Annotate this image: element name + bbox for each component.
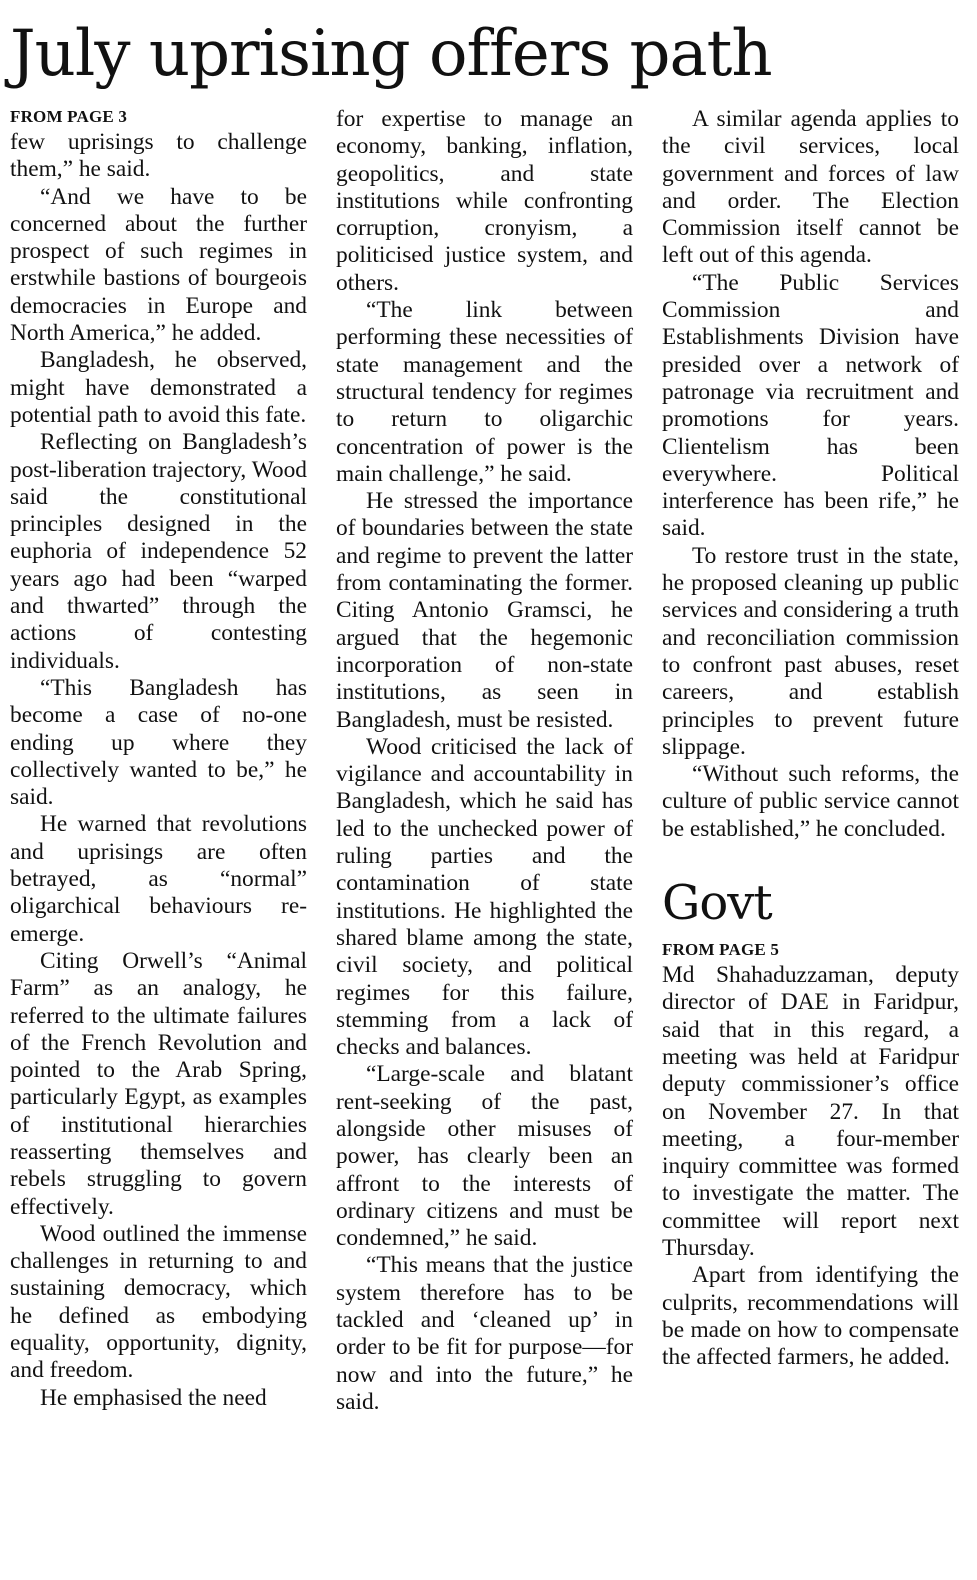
continuation-kicker: FROM PAGE 3 — [10, 107, 128, 126]
body-paragraph: He stressed the importance of boundaries between the state and regime to prevent the latter from contaminating the former. Citing Antonio Gramsci, he argued that the hegemonic incorporation of non-state institutions, as seen in Bangladesh, must be resisted. — [336, 488, 633, 733]
body-paragraph: To restore trust in the state, he proposed cleaning up public services and considering a truth and reconciliation commission to confront past abuses, reset careers, and establish principles to prevent future slippage. — [662, 542, 959, 760]
body-paragraph: “The link between performing these necessities of state management and the structural tendency for regimes to return to oligarchic concentration of power is the main challenge,” he said. — [336, 297, 633, 487]
second-article-headline: Govt — [662, 875, 772, 932]
body-paragraph: He warned that revolutions and uprisings are often betrayed, as “normal” oligarchical behaviours re-emerge. — [10, 811, 307, 947]
body-paragraph: “And we have to be concerned about the further prospect of such regimes in erstwhile bastions of bourgeois democracies in Europe and North America,” he added. — [10, 183, 307, 347]
body-paragraph: Bangladesh, he observed, might have demonstrated a potential path to avoid this fate. — [10, 347, 307, 428]
body-paragraph: A similar agenda applies to the civil services, local government and forces of law and order. The Election Commission itself cannot be left out of this agenda. — [662, 106, 959, 269]
body-paragraph: Md Shahaduzzaman, deputy director of DAE in Faridpur, said that in this regard, a meeting was held at Faridpur deputy commissioner’s office on November 27. In that meeting, a four-member inquiry committee was formed to investigate the matter. The committee will report next Thursday. — [662, 962, 959, 1261]
body-paragraph: Reflecting on Bangladesh’s post-liberation trajectory, Wood said the constitutional principles designed in the euphoria of independence 52 years ago had been “warped and thwarted” through the actions of contesting individuals. — [10, 429, 307, 674]
body-paragraph: Citing Orwell’s “Animal Farm” as an analogy, he referred to the ultimate failures of the French Revolution and pointed to the Arab Spring, particularly Egypt, as examples of institutional hierarchies reasserting themselves and rebels struggling to govern effectively. — [10, 947, 307, 1220]
body-paragraph: Wood outlined the immense challenges in returning to and sustaining democracy, which he defined as embodying equality, opportunity, dignity, and freedom. — [10, 1220, 307, 1384]
body-paragraph: for expertise to manage an economy, banking, inflation, geopolitics, and state institutions while confronting corruption, cronyism, a politicised justice system, and others. — [336, 106, 633, 296]
body-paragraph: “Without such reforms, the culture of public service cannot be established,” he concluded. — [662, 761, 959, 842]
body-paragraph: “This Bangladesh has become a case of no-one ending up where they collectively wanted to be,” he said. — [10, 674, 307, 811]
article-column-3 — [662, 106, 959, 1371]
body-paragraph: Wood criticised the lack of vigilance and accountability in Bangladesh, which he said has led to the unchecked power of ruling parties and the contamination of state institutions. He highlighted the shared blame among the state, civil society, and political regimes for this failure, stemming from a lack of checks and balances. — [336, 733, 633, 1061]
body-paragraph: “The Public Services Commission and Establishments Division have presided over a network of patronage via recruitment and promotions for years. Clientelism has been everywhere. Political interference has been rife,” he said. — [662, 269, 959, 542]
body-paragraph: “This means that the justice system therefore has to be tackled and ‘cleaned up’ in order to be fit for purpose—for now and into the future,” he said. — [336, 1252, 633, 1415]
continuation-kicker: FROM PAGE 5 — [662, 940, 780, 960]
article-headline: July uprising offers path — [10, 17, 772, 91]
body-paragraph: He emphasised the need — [40, 1384, 267, 1411]
body-paragraph: “Large-scale and blatant rent-seeking of the past, alongside other misuses of power, has clearly been an affront to the interests of ordinary citizens and must be condemned,” he said. — [336, 1061, 633, 1252]
body-paragraph: Apart from identifying the culprits, recommendations will be made on how to compensate the affected farmers, he added. — [662, 1262, 959, 1371]
article-column-2 — [336, 106, 633, 1416]
body-paragraph: few uprisings to challenge them,” he said. — [10, 129, 307, 183]
article-column-1 — [10, 106, 307, 1412]
